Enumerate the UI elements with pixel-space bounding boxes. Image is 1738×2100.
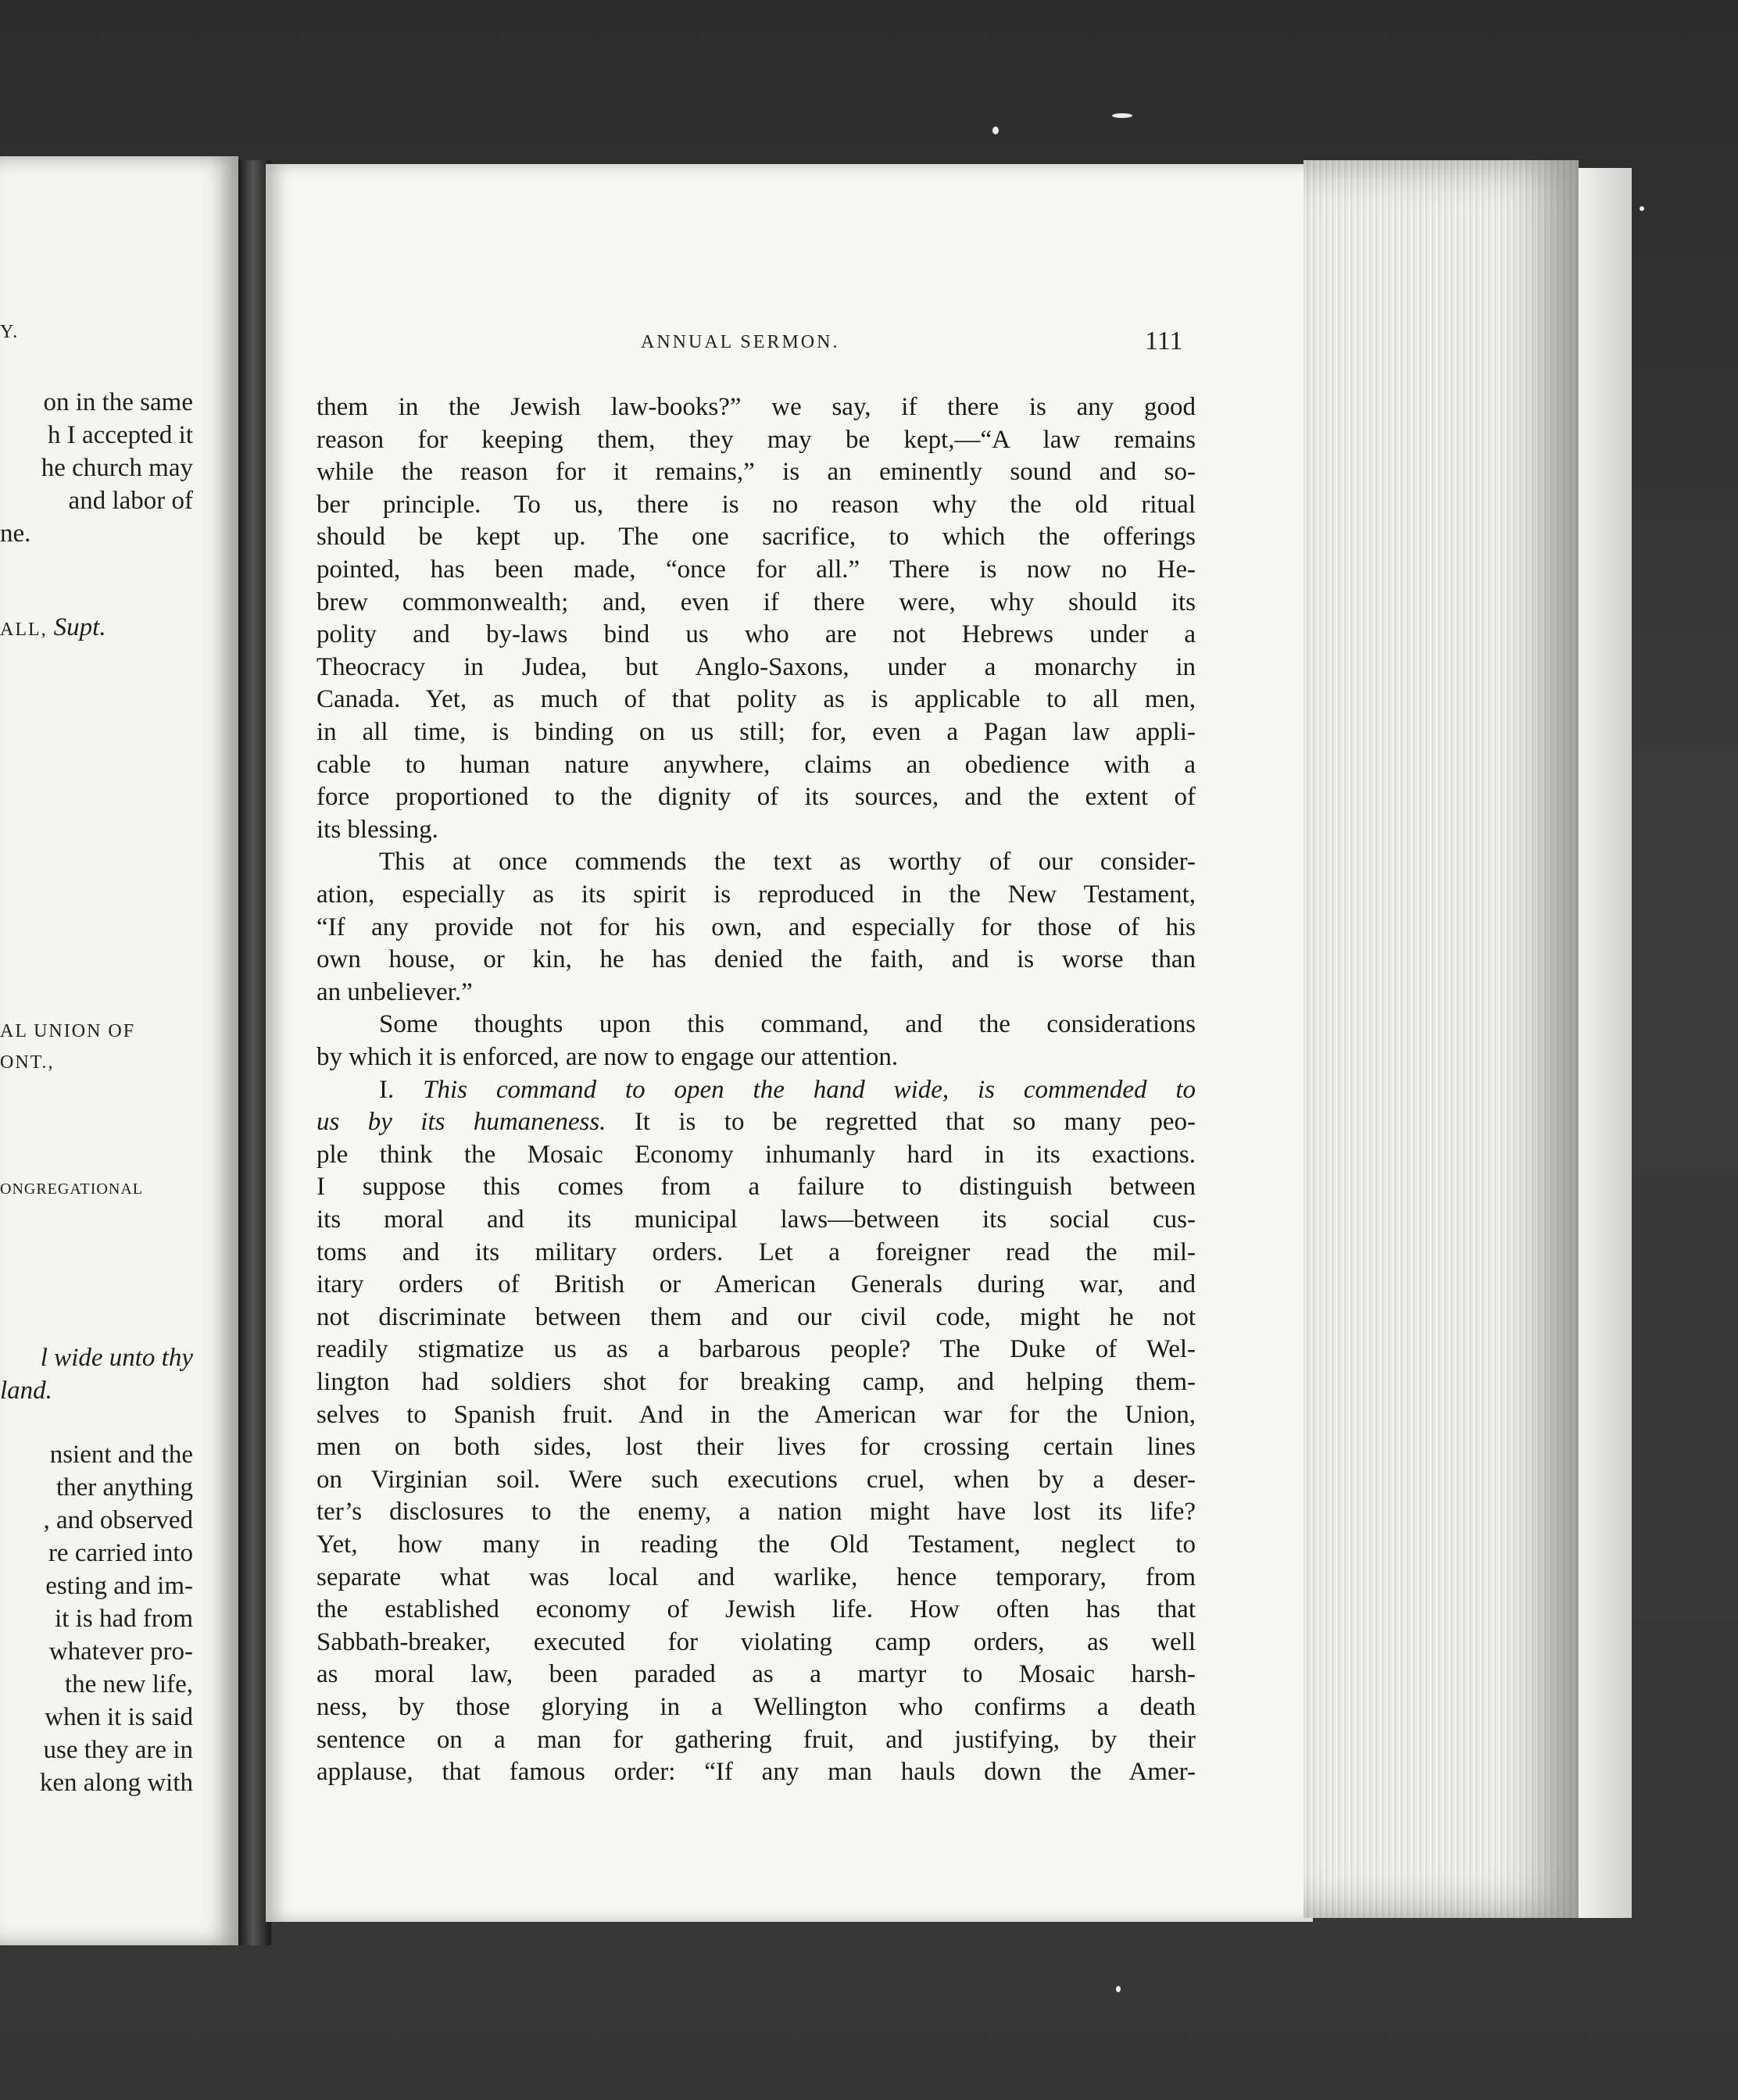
text-line: its moral and its municipal laws—between its social cus- bbox=[316, 1205, 1196, 1234]
text-line: on Virginian soil. Were such executions cruel, when by a deser- bbox=[316, 1466, 1196, 1494]
text-line: own house, or kin, he has denied the faith, and is worse than bbox=[316, 945, 1196, 973]
left-page-line: , and observed bbox=[43, 1506, 193, 1534]
text-line: I. This command to open the hand wide, is commended to bbox=[379, 1076, 1196, 1104]
left-page bbox=[0, 156, 238, 1945]
left-page-line: ther anything bbox=[55, 1473, 193, 1502]
text-line: separate what was local and warlike, hence temporary, from bbox=[316, 1563, 1196, 1591]
left-page-line: h I accepted it bbox=[48, 421, 193, 449]
text-line: should be kept up. The one sacrifice, to which the offerings bbox=[316, 523, 1196, 551]
text-line: toms and its military orders. Let a foreigner read the mil- bbox=[316, 1238, 1196, 1266]
text-line: ber principle. To us, there is no reason why the old ritual bbox=[316, 491, 1196, 519]
left-page-line: ken along with bbox=[39, 1769, 193, 1797]
text-line: This at once commends the text as worthy of our consider- bbox=[379, 848, 1196, 876]
text-line: lington had soldiers shot for breaking camp, and helping them- bbox=[316, 1368, 1196, 1396]
text-line: itary orders of British or American Generals during war, and bbox=[316, 1270, 1196, 1298]
text-line: its blessing. bbox=[316, 816, 438, 844]
text-line: while the reason for it remains,” is an eminently sound and so- bbox=[316, 458, 1196, 486]
left-page-line: he church may bbox=[41, 454, 193, 482]
page-edge-strip bbox=[1579, 168, 1632, 1918]
text-line: selves to Spanish fruit. And in the American war for the Union, bbox=[316, 1401, 1196, 1429]
running-head: ANNUAL SERMON. bbox=[641, 332, 840, 352]
text-line: pointed, has been made, “once for all.” There is now no He- bbox=[316, 555, 1196, 584]
text-line: Canada. Yet, as much of that polity as is applicable to all men, bbox=[316, 685, 1196, 713]
text-line: cable to human nature anywhere, claims an obedience with a bbox=[316, 751, 1196, 779]
left-page-line: re carried into bbox=[48, 1539, 193, 1567]
left-page-line: it is had from bbox=[55, 1605, 193, 1633]
text-line: men on both sides, lost their lives for crossing certain lines bbox=[316, 1433, 1196, 1461]
scan-speck bbox=[1640, 206, 1644, 211]
text-line: Some thoughts upon this command, and the considerations bbox=[379, 1010, 1196, 1038]
left-page-line: ALL, Supt. bbox=[0, 613, 106, 641]
text-line: ation, especially as its spirit is reproduced in the New Testament, bbox=[316, 880, 1196, 909]
text-line: “If any provide not for his own, and especially for those of his bbox=[316, 913, 1196, 941]
text-line: sentence on a man for gathering fruit, and justifying, by their bbox=[316, 1726, 1196, 1754]
text-line: ple think the Mosaic Economy inhumanly hard in its exactions. bbox=[316, 1141, 1196, 1169]
text-line: Sabbath-breaker, executed for violating camp orders, as well bbox=[316, 1628, 1196, 1656]
text-line: I suppose this comes from a failure to distinguish between bbox=[316, 1173, 1196, 1201]
left-page-line: esting and im- bbox=[45, 1572, 193, 1600]
left-page-line: whatever pro- bbox=[48, 1638, 193, 1666]
left-page-line: ne. bbox=[0, 520, 31, 548]
scan-speck bbox=[992, 127, 999, 134]
text-line: Theocracy in Judea, but Anglo-Saxons, under a monarchy in bbox=[316, 653, 1196, 681]
text-line: as moral law, been paraded as a martyr to Mosaic harsh- bbox=[316, 1660, 1196, 1688]
scan-speck bbox=[1116, 1986, 1121, 1992]
left-page-line: and labor of bbox=[68, 487, 193, 515]
page-edges bbox=[1304, 160, 1579, 1918]
left-page-line: ONT., bbox=[0, 1052, 55, 1073]
text-line: in all time, is binding on us still; for, even a Pagan law appli- bbox=[316, 718, 1196, 746]
left-page-line: Y. bbox=[0, 322, 20, 342]
text-line: Yet, how many in reading the Old Testament, neglect to bbox=[316, 1530, 1196, 1559]
text-line: us by its humaneness. It is to be regretted that so many peo- bbox=[316, 1108, 1196, 1136]
scan-speck bbox=[1112, 113, 1132, 118]
text-line: them in the Jewish law-books?” we say, if there is any good bbox=[316, 393, 1196, 421]
text-line: force proportioned to the dignity of its sources, and the extent of bbox=[316, 783, 1196, 811]
left-page-line: on in the same bbox=[43, 388, 193, 416]
text-line: polity and by-laws bind us who are not Hebrews under a bbox=[316, 620, 1196, 648]
text-line: by which it is enforced, are now to engage our attention. bbox=[316, 1043, 899, 1071]
left-page-line: AL UNION OF bbox=[0, 1021, 136, 1041]
page-number: 111 bbox=[1145, 327, 1183, 355]
text-line: ness, by those glorying in a Wellington who confirms a death bbox=[316, 1693, 1196, 1721]
left-page-line: l wide unto thy bbox=[40, 1344, 193, 1372]
text-line: readily stigmatize us as a barbarous people? The Duke of Wel- bbox=[316, 1335, 1196, 1363]
left-page-line: use they are in bbox=[43, 1736, 193, 1764]
left-page-line: the new life, bbox=[64, 1670, 193, 1698]
text-line: applause, that famous order: “If any man hauls down the Amer- bbox=[316, 1758, 1196, 1786]
left-page-line: ONGREGATIONAL bbox=[0, 1180, 143, 1198]
text-line: reason for keeping them, they may be kept,—“A law remains bbox=[316, 426, 1196, 454]
text-line: the established economy of Jewish life. How often has that bbox=[316, 1595, 1196, 1623]
left-page-line: when it is said bbox=[45, 1703, 193, 1731]
text-line: brew commonwealth; and, even if there were, why should its bbox=[316, 588, 1196, 616]
text-line: ter’s disclosures to the enemy, a nation might have lost its life? bbox=[316, 1498, 1196, 1526]
left-page-line: nsient and the bbox=[49, 1441, 193, 1469]
text-line: not discriminate between them and our civil code, might he not bbox=[316, 1303, 1196, 1331]
left-page-line: land. bbox=[0, 1377, 52, 1405]
text-line: an unbeliever.” bbox=[316, 978, 473, 1006]
